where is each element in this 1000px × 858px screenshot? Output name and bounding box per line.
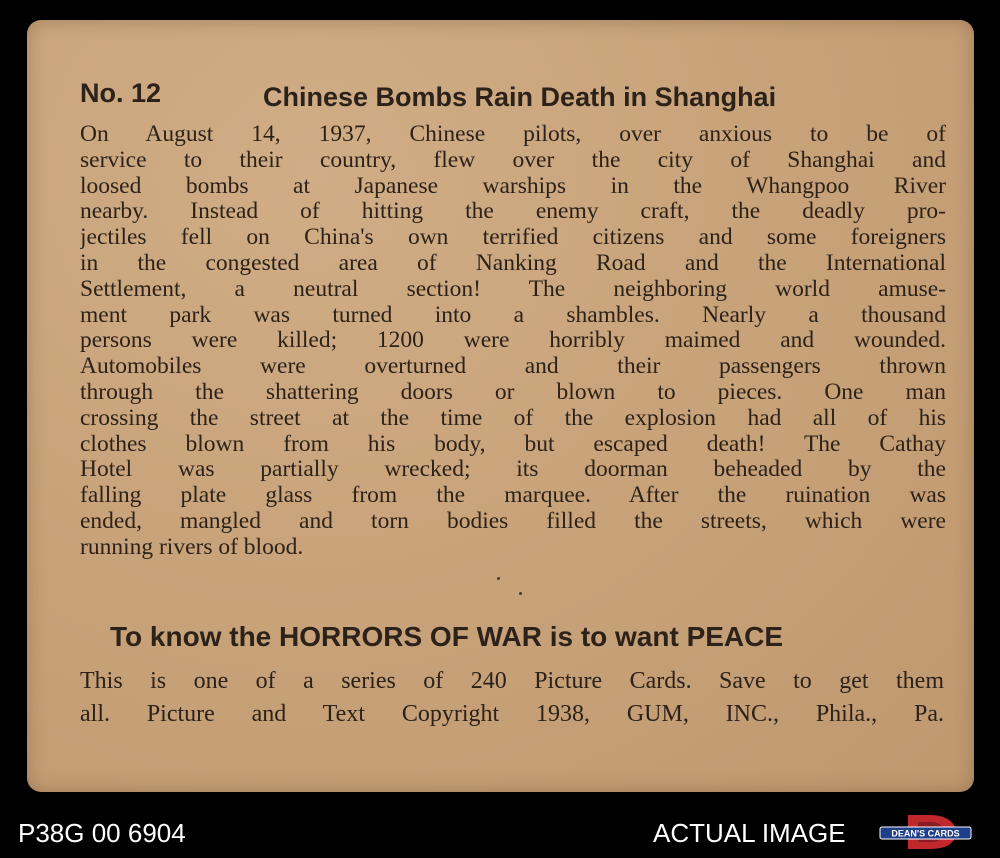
story-line: On August 14, 1937, Chinese pilots, over anxious to be of bbox=[80, 122, 946, 147]
inventory-id: P38G 00 6904 bbox=[18, 818, 186, 848]
card-number: No. 12 bbox=[80, 78, 162, 108]
story-line: persons were killed; 1200 were horribly maimed and wounded. bbox=[80, 328, 946, 354]
story-line: through the shattering doors or blown to pieces. One man bbox=[80, 379, 946, 405]
story-line: crossing the street at the time of the explosion had all of his bbox=[80, 405, 946, 431]
story-line: clothes blown from his body, but escaped death! The Cathay bbox=[80, 431, 946, 457]
series-note bbox=[80, 665, 944, 731]
story-line: Settlement, a neutral section! The neighboring world amuse- bbox=[80, 276, 946, 302]
print-speck bbox=[497, 577, 500, 580]
story-line: ment park was turned into a shambles. Nearly a thousand bbox=[80, 302, 946, 328]
logo-text: DEAN'S CARDS bbox=[891, 828, 960, 839]
actual-image-label: ACTUAL IMAGE bbox=[653, 818, 846, 848]
series-line: This is one of a series of 240 Picture Cards. Save to get them bbox=[80, 668, 944, 694]
story-line: service to their country, flew over the city of Shanghai and bbox=[80, 147, 946, 173]
card-story bbox=[80, 122, 946, 561]
print-speck bbox=[519, 592, 522, 595]
card-title: Chinese Bombs Rain Death in Shanghai bbox=[263, 82, 777, 112]
series-line: all. Picture and Text Copyright 1938, GUM, INC., Phila., Pa. bbox=[80, 701, 944, 727]
deans-cards-logo bbox=[878, 812, 973, 852]
card-slogan: To know the HORRORS OF WAR is to want PEACE bbox=[110, 621, 784, 652]
story-line: jectiles fell on China's own terrified citizens and some foreigners bbox=[80, 225, 946, 251]
story-line: in the congested area of Nanking Road and the International bbox=[80, 250, 946, 276]
story-line: nearby. Instead of hitting the enemy craft, the deadly pro- bbox=[80, 199, 946, 225]
story-line: ended, mangled and torn bodies filled the streets, which were bbox=[80, 508, 946, 534]
story-line: Hotel was partially wrecked; its doorman beheaded by the bbox=[80, 457, 946, 483]
story-line: falling plate glass from the marquee. After the ruination was bbox=[80, 483, 946, 509]
story-line: loosed bombs at Japanese warships in the Whangpoo River bbox=[80, 173, 946, 199]
card-header bbox=[80, 78, 880, 118]
story-line: running rivers of blood. bbox=[80, 534, 304, 560]
story-line: Automobiles were overturned and their passengers thrown bbox=[80, 354, 946, 380]
